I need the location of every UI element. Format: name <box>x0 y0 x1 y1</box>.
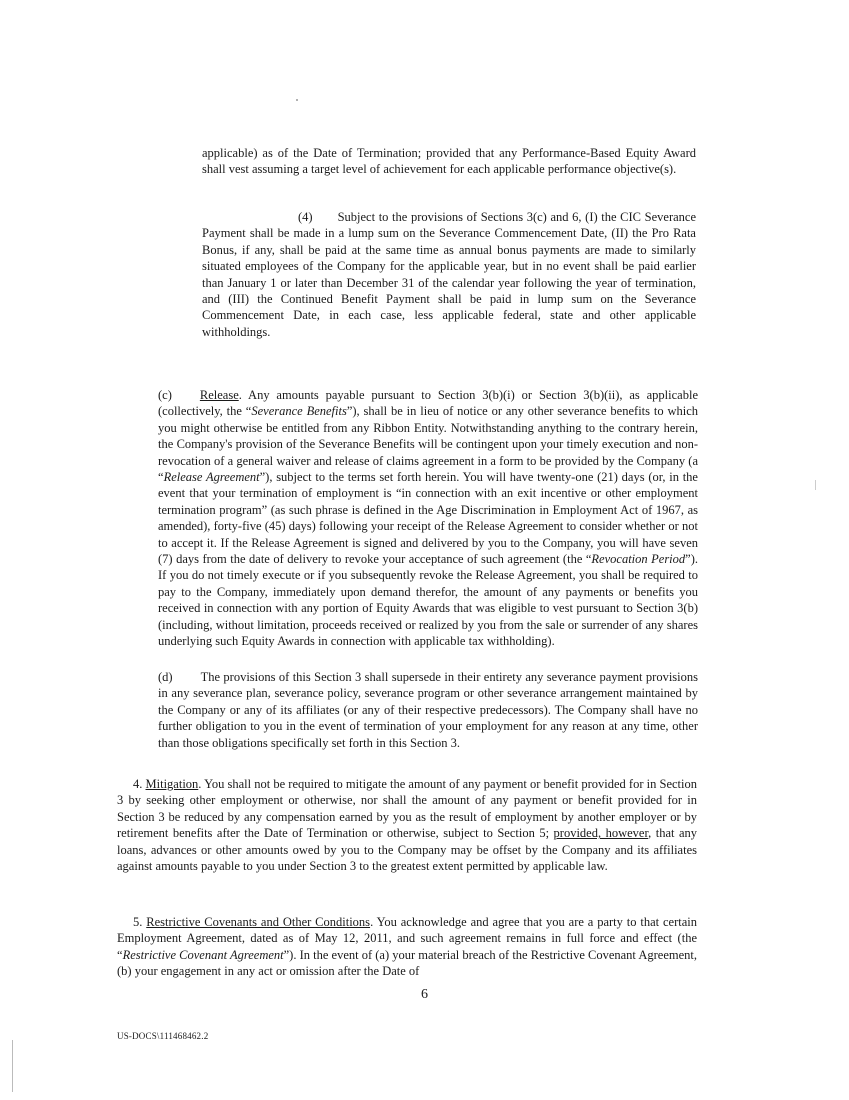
section-heading: Restrictive Covenants and Other Conditions <box>146 915 371 929</box>
defined-term: Restrictive Covenant Agreement <box>122 947 284 962</box>
section-number: 4. <box>133 777 143 791</box>
paragraph-equity-vesting: applicable) as of the Date of Termination; provided that any Performance-Based Equity Award shall vest assuming a target level of achievement for each applicable performance objective(s). <box>202 146 696 177</box>
paragraph-payment-timing: (4) Subject to the provisions of Sections 3(c) and 6, (I) the CIC Severance Payment shall be made in a lump sum on the Severance Commencement Date, (II) the Pro Rata Bonus, if any, shall be paid at the same time as annual bonus payments are made to similarly situated employees of the Company for the applicable year, but in no event shall be paid earlier than January 1 or later than December 31 of the calendar year following the year of termination, and (III) the Continued Benefit Payment shall be paid in lump sum on the Severance Commencement Date, in each case, less applicable federal, state and other applicable withholdings. <box>202 210 696 339</box>
clause-heading: Release <box>199 388 239 402</box>
scan-speck <box>296 99 298 101</box>
scan-mark <box>815 480 816 490</box>
section-heading: Mitigation <box>145 777 199 791</box>
document-id-footer: US-DOCS\111468462.2 <box>117 1031 209 1041</box>
paragraph-supersede: (d) The provisions of this Section 3 shall supersede in their entirety any severance payment provisions in any severance plan, severance policy, severance program or other severance arrangement maintained by the Company or any of its affiliates (or any of their respective predecessors). The Company shall have no further obligation to you in the event of termination of your employment for any reason at any time, other than those obligations specifically set forth in this Section 3. <box>158 670 698 750</box>
section-restrictive-covenants: 5. Restrictive Covenants and Other Conditions. You acknowledge and agree that you are a party to that certain Employment Agreement, dated as of May 12, 2011, and such agreement remains in full force and effect (the “Restrictive Covenant Agreement”). In the event of (a) your material breach of the Restrictive Covenant Agreement, (b) your engagement in any act or omission after the Date of <box>117 915 697 979</box>
clause-label: (d) <box>158 670 173 684</box>
paragraph-release: (c) Release. Any amounts payable pursuant to Section 3(b)(i) or Section 3(b)(ii), as applicable (collectively, the “Severance Benefits”), shall be in lieu of notice or any other severance benefits to which you might otherwise be entitled from any Ribbon Entity. Notwithstanding anything to the contrary herein, the Company's provision of the Severance Benefits will be contingent upon your timely execution and non-revocation of a general waiver and release of claims agreement in a form to be provided by the Company (a “Release Agreement”), subject to the terms set forth herein. You will have twenty-one (21) days (or, in the event that your termination of employment is “in connection with an exit incentive or other employment termination program” (as such phrase is defined in the Age Discrimination in Employment Act of 1967, as amended), forty-five (45) days) following your receipt of the Release Agreement to consider whether or not to accept it. If the Release Agreement is signed and delivered by you to the Company, you will have seven (7) days from the date of delivery to revoke your acceptance of such agreement (the “Revocation Period”). If you do not timely execute or if you subsequently revoke the Release Agreement, you shall be required to pay to the Company, immediately upon demand therefor, the amount of any payments or benefits you received in connection with any portion of Equity Awards that was eligible to vest pursuant to Section 3(b) (including, without limitation, proceeds received or realized by you from the sale or surrender of any shares underlying such Equity Awards in connection with applicable tax withholding). <box>158 388 699 649</box>
section-mitigation: 4. Mitigation. You shall not be required to mitigate the amount of any payment or benefit provided for in Section 3 by seeking other employment or otherwise, nor shall the amount of any payment or benefit provided for in Section 3 be reduced by any compensation earned by you as the result of employment by another employer or by retirement benefits after the Date of Termination or otherwise, subject to Section 5; provided, however, that any loans, advances or other amounts owed by you to the Company may be offset by the Company and its affiliates against amounts payable to you under Section 3 to the greatest extent permitted by applicable law. <box>117 777 697 874</box>
defined-term: Revocation Period <box>591 552 686 567</box>
proviso: provided, however <box>553 826 649 841</box>
section-number: 5. <box>133 915 143 929</box>
defined-term: Release Agreement <box>163 470 260 485</box>
scan-edge-line <box>12 1040 13 1092</box>
clause-label: (c) <box>158 388 172 402</box>
page-number: 6 <box>421 987 428 1002</box>
defined-term: Severance Benefits <box>251 404 347 419</box>
